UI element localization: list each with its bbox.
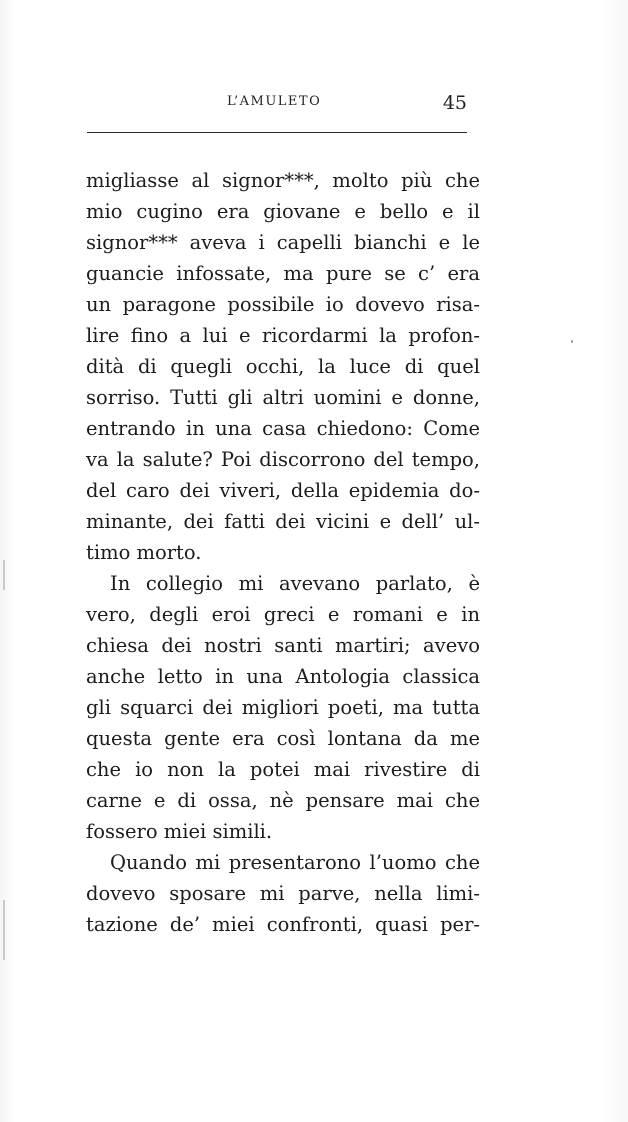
text-line: gli squarci dei migliori poeti, ma tutta — [86, 696, 480, 719]
text-line: carne e di ossa, nè pensare mai che — [86, 789, 480, 812]
text-line: del caro dei viveri, della epidemia do- — [86, 479, 480, 502]
text-line: vero, degli eroi greci e romani e in — [86, 603, 480, 626]
text-line: mio cugino era giovane e bello e il — [86, 200, 480, 223]
text-line: chiesa dei nostri santi martiri; avevo — [86, 634, 480, 657]
text-line: sorriso. Tutti gli altri uomini e donne, — [86, 386, 480, 409]
text-line: timo morto. — [86, 541, 202, 564]
text-line: va la salute? Poi discorrono del tempo, — [86, 448, 480, 471]
text-line: migliasse al signor***, molto più che — [86, 169, 480, 192]
paragraph — [86, 165, 480, 568]
text-line: tazione de’ miei confronti, quasi per- — [86, 913, 480, 936]
text-line: un paragone possibile io dovevo risa- — [86, 293, 480, 316]
text-line: guancie infossate, ma pure se c’ era — [86, 262, 480, 285]
text-line: fossero miei simili. — [86, 820, 273, 843]
page-number: 45 — [442, 92, 467, 114]
running-title: L’AMULETO — [227, 94, 322, 109]
text-line: minante, dei fatti dei vicini e dell’ ul- — [86, 510, 480, 533]
body-text — [86, 165, 480, 940]
page-header — [87, 92, 467, 122]
text-line: questa gente era così lontana da me — [86, 727, 480, 750]
text-line: Quando mi presentarono l’uomo che — [110, 851, 480, 874]
edge-shadow — [3, 560, 5, 590]
text-line: dità di quegli occhi, la luce di quel — [86, 355, 480, 378]
ink-speck — [571, 340, 573, 343]
paragraph — [86, 847, 480, 940]
text-line: dovevo sposare mi parve, nella limi- — [86, 882, 480, 905]
paragraph — [86, 568, 480, 847]
text-line: che io non la potei mai rivestire di — [86, 758, 480, 781]
text-line: In collegio mi avevano parlato, è — [110, 572, 480, 595]
text-line: entrando in una casa chiedono: Come — [86, 417, 480, 440]
text-line: lire fino a lui e ricordarmi la profon- — [86, 324, 480, 347]
text-line: anche letto in una Antologia classica — [86, 665, 480, 688]
header-rule — [87, 132, 467, 133]
text-line: signor*** aveva i capelli bianchi e le — [86, 231, 480, 254]
edge-shadow — [3, 900, 5, 960]
